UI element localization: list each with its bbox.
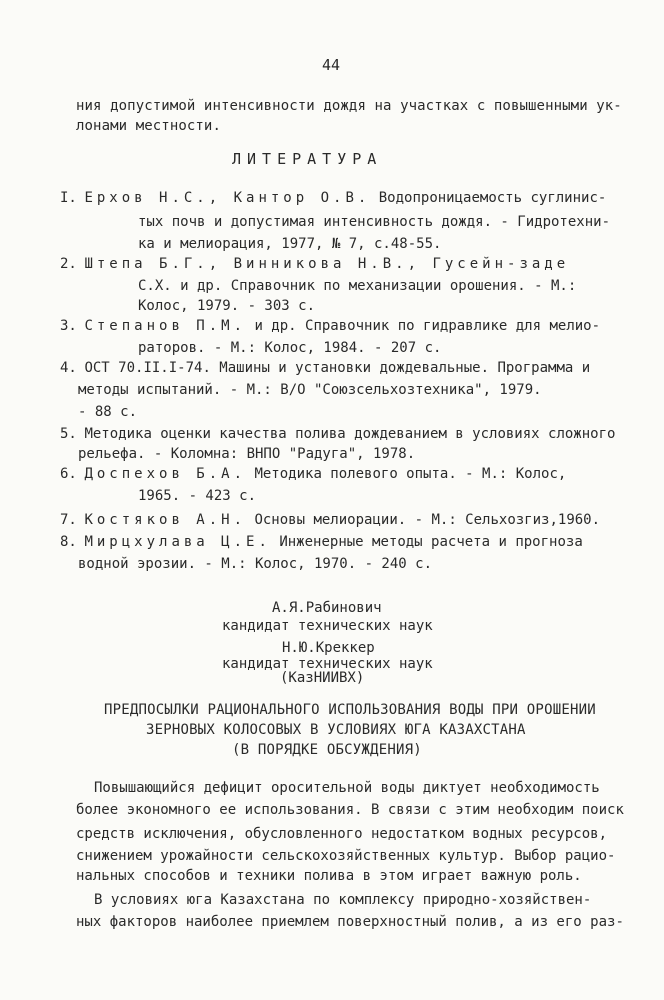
reference-2-line-2: С.Х. и др. Справочник по механизации орошения. - М.: bbox=[138, 278, 577, 294]
reference-text: Методика оценки качества полива дождеванием в условиях сложного bbox=[84, 426, 616, 442]
reference-5-line-2: рельефа. - Коломна: ВНПО "Радуга", 1978. bbox=[78, 446, 416, 462]
author-2-name: Н.Ю.Креккер bbox=[282, 640, 375, 656]
reference-author: Ерхов Н.С., Кантор О.В. bbox=[84, 190, 371, 206]
reference-number: 4. bbox=[60, 360, 77, 376]
article-title-line-3: (В ПОРЯДКЕ ОБСУЖДЕНИЯ) bbox=[232, 742, 422, 758]
body-line-5: нальных способов и техники полива в этом играет важную роль. bbox=[76, 868, 582, 884]
reference-text: Водопроницаемость суглинис- bbox=[378, 190, 607, 206]
reference-author: Костяков А.Н. bbox=[84, 512, 247, 528]
reference-text: Инженерные методы расчета и прогноза bbox=[279, 534, 583, 550]
body-line-3: средств исключения, обусловленного недостатком водных ресурсов, bbox=[76, 826, 608, 842]
body-line-7: ных факторов наиболее приемлем поверхностный полив, а из его раз- bbox=[76, 914, 624, 930]
body-line-2: более экономного ее использования. В связи с этим необходим поиск bbox=[76, 802, 624, 818]
reference-number: 2. bbox=[60, 256, 77, 272]
reference-2 bbox=[60, 256, 569, 272]
reference-author: Штепа Б.Г., Винникова Н.В., Гусейн-заде bbox=[84, 256, 570, 272]
reference-4-line-3: - 88 с. bbox=[78, 404, 138, 420]
reference-number: 7. bbox=[60, 512, 77, 528]
reference-number: 8. bbox=[60, 534, 77, 550]
literature-title: ЛИТЕРАТУРА bbox=[232, 150, 383, 168]
reference-1-line-2: тых почв и допустимая интенсивность дождя. - Гидротехни- bbox=[138, 214, 611, 230]
reference-author: Степанов П.М. bbox=[84, 318, 247, 334]
body-line-4: снижением урожайности сельскохозяйственных культур. Выбор рацио- bbox=[76, 848, 616, 864]
reference-6-line-2: 1965. - 423 с. bbox=[138, 488, 257, 504]
page-number: 44 bbox=[322, 56, 341, 74]
reference-1 bbox=[60, 190, 606, 206]
reference-3-line-2: раторов. - М.: Колос, 1984. - 207 с. bbox=[138, 340, 442, 356]
affiliation: (КазНИИВХ) bbox=[280, 670, 365, 686]
reference-text: и др. Справочник по гидравлике для мелио- bbox=[254, 318, 601, 334]
reference-number: 5. bbox=[60, 426, 77, 442]
body-line-1: Повышающийся дефицит оросительной воды диктует необходимость bbox=[94, 780, 600, 796]
intro-line-2: лонами местности. bbox=[76, 118, 221, 134]
intro-line-1: ния допустимой интенсивности дождя на участках с повышенными ук- bbox=[76, 98, 622, 114]
reference-text: ОСТ 70.II.I-74. Машины и установки дождевальные. Программа и bbox=[84, 360, 591, 376]
reference-7 bbox=[60, 512, 600, 528]
author-1-degree: кандидат технических наук bbox=[222, 618, 433, 634]
reference-text: Методика полевого опыта. - М.: Колос, bbox=[254, 466, 567, 482]
reference-author: Доспехов Б.А. bbox=[84, 466, 247, 482]
reference-5 bbox=[60, 426, 615, 442]
author-2-degree: кандидат технических наук bbox=[222, 656, 433, 672]
reference-number: I. bbox=[60, 190, 77, 206]
reference-4-line-2: методы испытаний. - М.: В/О "Союзсельхозтехника", 1979. bbox=[78, 382, 542, 398]
body-line-6: В условиях юга Казахстана по комплексу природно-хозяйствен- bbox=[94, 892, 592, 908]
reference-number: 6. bbox=[60, 466, 77, 482]
article-title-line-1: ПРЕДПОСЫЛКИ РАЦИОНАЛЬНОГО ИСПОЛЬЗОВАНИЯ ВОДЫ ПРИ ОРОШЕНИИ bbox=[104, 702, 596, 718]
reference-text: Основы мелиорации. - М.: Сельхозгиз,1960. bbox=[254, 512, 601, 528]
reference-3 bbox=[60, 318, 600, 334]
reference-2-line-3: Колос, 1979. - 303 с. bbox=[138, 298, 316, 314]
reference-1-line-3: ка и мелиорация, 1977, № 7, с.48-55. bbox=[138, 236, 442, 252]
reference-6 bbox=[60, 466, 566, 482]
reference-4 bbox=[60, 360, 590, 376]
reference-number: 3. bbox=[60, 318, 77, 334]
reference-author: Мирцхулава Ц.Е. bbox=[84, 534, 271, 550]
reference-8-line-2: водной эрозии. - М.: Колос, 1970. - 240 с. bbox=[78, 556, 433, 572]
article-title-line-2: ЗЕРНОВЫХ КОЛОСОВЫХ В УСЛОВИЯХ ЮГА КАЗАХСТАНА bbox=[146, 722, 526, 738]
author-1-name: А.Я.Рабинович bbox=[272, 600, 382, 616]
reference-8 bbox=[60, 534, 583, 550]
